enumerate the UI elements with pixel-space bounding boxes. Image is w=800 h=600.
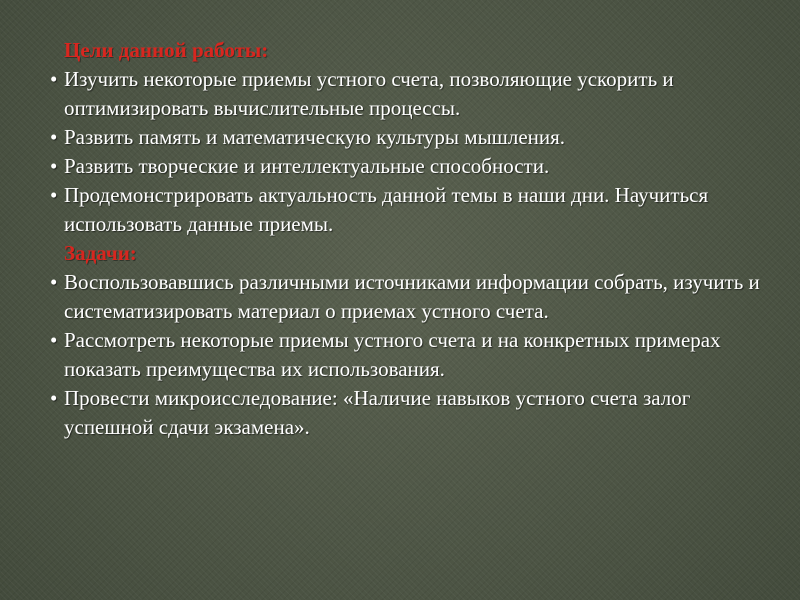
tasks-heading: Задачи: [64,241,137,265]
bullet-marker: • [50,125,58,149]
goal-item-text: Развить творческие и интеллектуальные способности. [64,154,550,178]
slide-content [50,36,770,442]
bullet-marker: • [50,270,58,294]
task-item [50,384,770,442]
goal-item [50,65,770,123]
task-item [50,268,770,326]
bullet-marker: • [50,154,58,178]
task-item [50,326,770,384]
goal-item [50,152,770,181]
task-item-text: Провести микроисследование: «Наличие навыков устного счета залог успешной сдачи экзамена». [64,386,691,439]
goal-item-text: Развить память и математическую культуры мышления. [64,125,566,149]
bullet-marker: • [50,67,58,91]
goals-heading: Цели данной работы: [64,38,269,62]
task-item-text: Рассмотреть некоторые приемы устного счета и на конкретных примерах показать преимущества их использования. [64,328,721,381]
goal-item-text: Изучить некоторые приемы устного счета, позволяющие ускорить и оптимизировать вычислительные процессы. [64,67,674,120]
goal-item-text: Продемонстрировать актуальность данной темы в наши дни. Научиться использовать данные приемы. [64,183,709,236]
bullet-marker: • [50,183,58,207]
goal-item [50,123,770,152]
bullet-marker: • [50,328,58,352]
task-item-text: Воспользовавшись различными источниками информации собрать, изучить и систематизировать материал о приемах устного счета. [64,270,760,323]
bullet-marker: • [50,386,58,410]
goal-item [50,181,770,239]
